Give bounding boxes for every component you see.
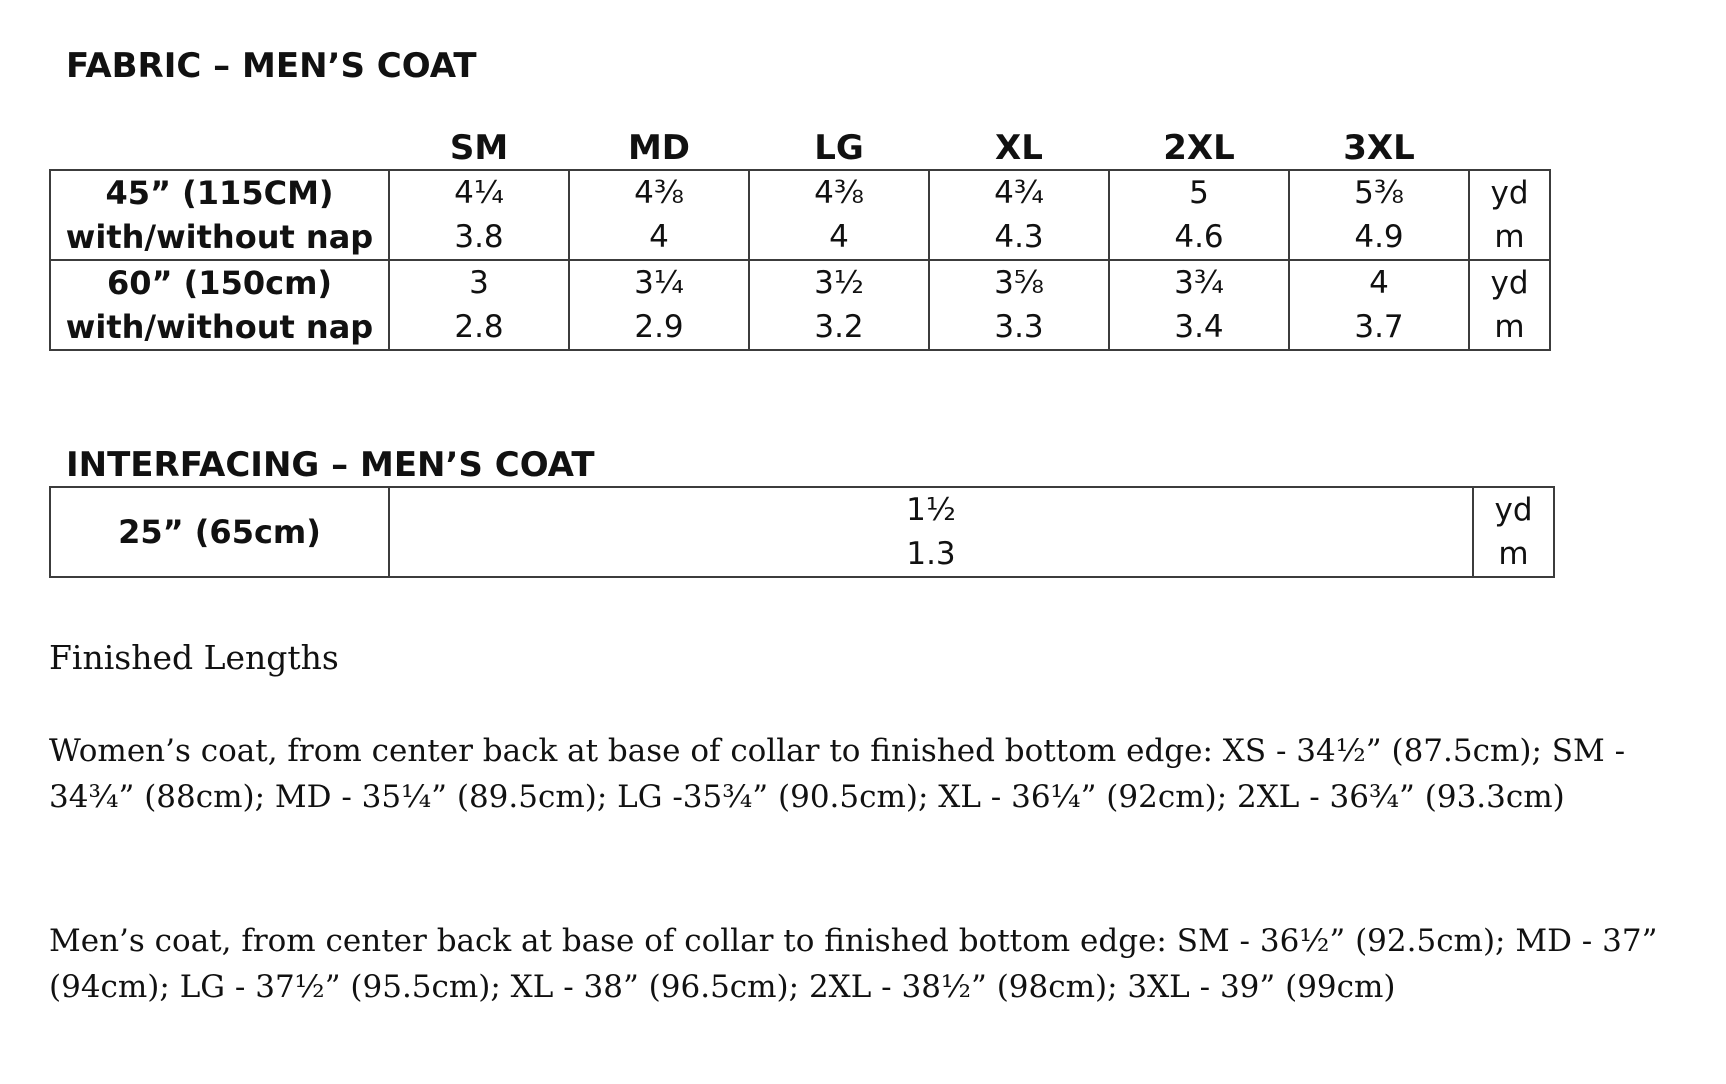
- unit-m: m: [1494, 219, 1525, 255]
- yardage-cell: [749, 170, 929, 260]
- yardage-m: 3.2: [814, 309, 864, 345]
- yardage-yd: 4¾: [994, 175, 1044, 211]
- fabric-width-value: 45” (115CM): [105, 174, 334, 212]
- unit-m: m: [1494, 309, 1525, 345]
- fabric-width-value: 60” (150cm): [106, 264, 333, 302]
- yardage-m: 4.6: [1174, 219, 1224, 255]
- mens-coat-lengths: Men’s coat, from center back at base of collar to finished bottom edge: SM - 36½” (92.5cm); MD - 37” (94cm); LG - 37½” (95.5cm); XL - 38” (96.5cm); 2XL - 38½” (98cm); 3XL - 39” (99cm): [49, 923, 1658, 1005]
- yardage-yd: 1½: [906, 492, 956, 528]
- yardage-cell: [569, 260, 749, 350]
- yardage-yd: 3¼: [634, 265, 684, 301]
- unit-cell: [1469, 170, 1550, 260]
- unit-yd: yd: [1494, 492, 1533, 528]
- unit-m: m: [1498, 536, 1529, 572]
- yardage-cell: [389, 487, 1473, 577]
- size-label-3xl: 3XL: [1343, 128, 1415, 168]
- yardage-cell: [929, 260, 1109, 350]
- yardage-m: 3.7: [1354, 309, 1404, 345]
- yardage-cell: [749, 260, 929, 350]
- size-label-sm: SM: [449, 128, 509, 168]
- finished-lengths-title: Finished Lengths: [49, 638, 339, 677]
- unit-yd: yd: [1490, 265, 1529, 301]
- yardage-yd: 3½: [814, 265, 864, 301]
- yardage-yd: 5: [1189, 175, 1209, 211]
- fabric-width-label: [50, 260, 389, 350]
- size-header-row: [0, 126, 1726, 170]
- table-row: [50, 487, 1554, 577]
- interfacing-yardage-table: [49, 486, 1555, 578]
- yardage-yd: 3¾: [1174, 265, 1224, 301]
- yardage-m: 3.8: [454, 219, 504, 255]
- yardage-yd: 5⅜: [1354, 175, 1404, 211]
- yardage-yd: 4⅜: [814, 175, 864, 211]
- fabric-heading: FABRIC – MEN’S COAT: [66, 46, 477, 86]
- table-row: [50, 170, 1550, 260]
- unit-cell: [1473, 487, 1554, 577]
- yardage-cell: [389, 260, 569, 350]
- table-row: [50, 260, 1550, 350]
- yardage-cell: [1289, 170, 1469, 260]
- interfacing-heading: INTERFACING – MEN’S COAT: [66, 445, 595, 485]
- yardage-m: 3.4: [1174, 309, 1224, 345]
- size-label-md: MD: [627, 128, 691, 168]
- yardage-m: 4.9: [1354, 219, 1404, 255]
- size-label-lg: LG: [814, 128, 864, 168]
- yardage-yd: 4¼: [454, 175, 504, 211]
- nap-note: with/without nap: [65, 218, 374, 256]
- yardage-yd: 3⅝: [994, 265, 1044, 301]
- yardage-m: 4: [829, 219, 849, 255]
- yardage-cell: [1109, 170, 1289, 260]
- yardage-m: 2.9: [634, 309, 684, 345]
- yardage-m: 2.8: [454, 309, 504, 345]
- yardage-cell: [569, 170, 749, 260]
- size-label-2xl: 2XL: [1163, 128, 1235, 168]
- unit-yd: yd: [1490, 175, 1529, 211]
- yardage-cell: [929, 170, 1109, 260]
- yardage-cell: [1109, 260, 1289, 350]
- yardage-cell: [389, 170, 569, 260]
- fabric-width-label: [50, 170, 389, 260]
- yardage-cell: [1289, 260, 1469, 350]
- size-label-xl: XL: [995, 128, 1043, 168]
- yardage-yd: 4⅜: [634, 175, 684, 211]
- fabric-yardage-table: [49, 169, 1551, 351]
- nap-note: with/without nap: [65, 308, 374, 346]
- yardage-yd: 4: [1369, 265, 1389, 301]
- unit-cell: [1469, 260, 1550, 350]
- yardage-m: 3.3: [994, 309, 1044, 345]
- yardage-yd: 3: [469, 265, 489, 301]
- interfacing-width-label: 25” (65cm): [50, 487, 389, 577]
- yardage-m: 1.3: [906, 536, 956, 572]
- yardage-m: 4: [649, 219, 669, 255]
- yardage-m: 4.3: [994, 219, 1044, 255]
- womens-coat-lengths: Women’s coat, from center back at base of collar to finished bottom edge: XS - 34½” (87.5cm); SM - 34¾” (88cm); MD - 35¼” (89.5cm); LG -35¾” (90.5cm); XL - 36¼” (92cm); 2XL - 36¾” (93.3cm): [49, 733, 1626, 815]
